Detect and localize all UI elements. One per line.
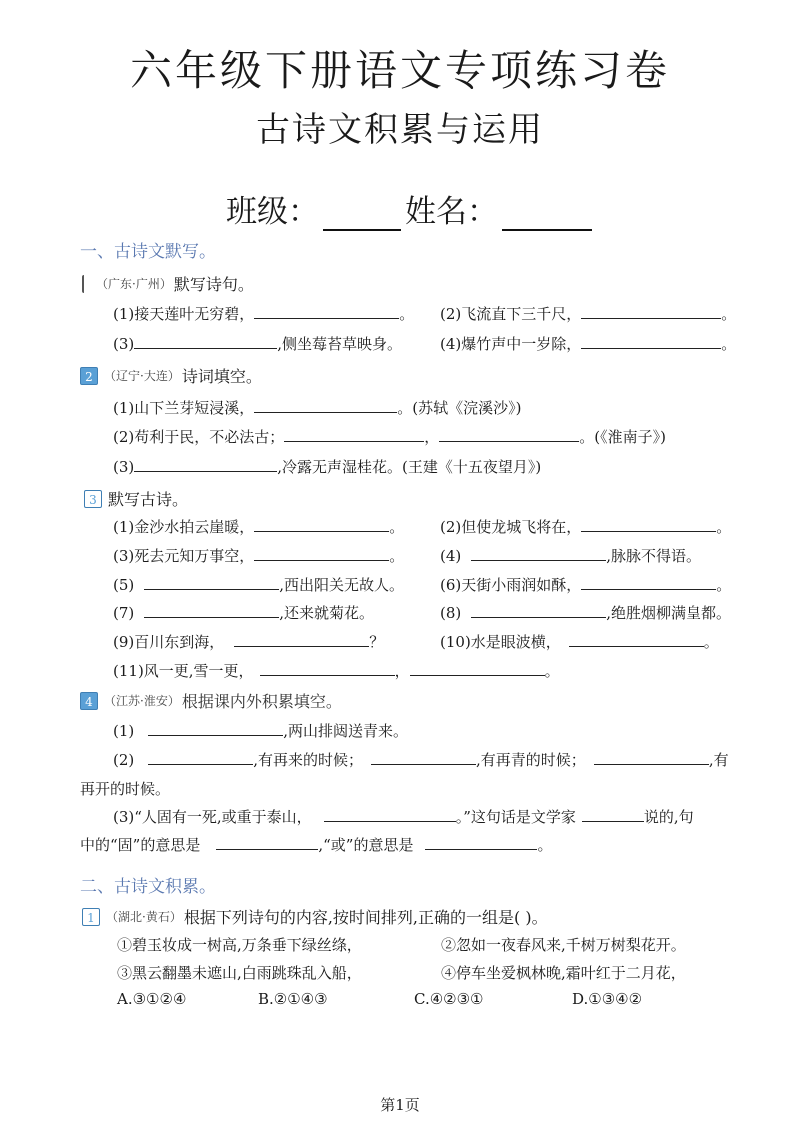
question-source: （辽宁·大连） bbox=[104, 369, 180, 383]
class-label: 班级： bbox=[226, 194, 319, 230]
student-info bbox=[226, 186, 596, 231]
answer-blank[interactable] bbox=[324, 807, 456, 822]
q4-item-2-wrap: 再开的时候。 bbox=[80, 780, 171, 798]
answer-blank[interactable] bbox=[260, 661, 395, 676]
question-source: （湖北·黄石） bbox=[106, 910, 182, 924]
option-c[interactable]: C.④②③① bbox=[414, 990, 484, 1008]
option-b[interactable]: B.②①④③ bbox=[258, 990, 328, 1008]
answer-blank[interactable] bbox=[134, 334, 277, 349]
page-subtitle: 古诗文积累与运用 bbox=[256, 110, 544, 150]
answer-blank[interactable] bbox=[581, 334, 721, 349]
q3-item-4: (4) ,脉脉不得语。 bbox=[440, 547, 702, 565]
q4-item-3: (3)“人固有一死,或重于泰山， 。”这句话是文学家 说的,句 bbox=[113, 808, 694, 826]
answer-blank[interactable] bbox=[254, 517, 389, 532]
answer-blank[interactable] bbox=[471, 603, 606, 618]
answer-blank[interactable] bbox=[148, 750, 253, 765]
question-1-header bbox=[82, 272, 254, 295]
q1-item-1: (1)接天莲叶无穷碧， 。 bbox=[113, 305, 415, 323]
poem-line-1: ①碧玉妆成一树高,万条垂下绿丝绦， bbox=[117, 936, 362, 954]
q2-item-2: (2)苟利于民，不必法古； ， 。(《淮南子》) bbox=[113, 428, 666, 446]
q3-item-8: (8) ,绝胜烟柳满皇都。 bbox=[440, 604, 732, 622]
q3-item-5: (5) ,西出阳关无故人。 bbox=[113, 576, 405, 594]
answer-blank[interactable] bbox=[581, 517, 716, 532]
q3-item-11: (11)风一更,雪一更， ， 。 bbox=[113, 662, 560, 680]
question-4-header bbox=[80, 689, 342, 712]
question-number-icon: 2 bbox=[80, 367, 98, 385]
poem-line-2: ②忽如一夜春风来,千树万树梨花开。 bbox=[441, 936, 686, 954]
answer-blank[interactable] bbox=[425, 835, 537, 850]
answer-blank[interactable] bbox=[284, 427, 424, 442]
question-number-icon: 1 bbox=[82, 908, 100, 926]
page-title: 六年级下册语文专项练习卷 bbox=[129, 46, 670, 95]
q1-item-2: (2)飞流直下三千尺， 。 bbox=[440, 305, 737, 323]
question-number-icon bbox=[82, 275, 90, 293]
question-source: （江苏·淮安） bbox=[104, 694, 180, 708]
question-5-header bbox=[82, 905, 548, 928]
name-field[interactable] bbox=[502, 201, 592, 231]
answer-blank[interactable] bbox=[569, 632, 704, 647]
answer-blank[interactable] bbox=[254, 304, 399, 319]
q4-item-3-wrap: 中的“固”的意思是 ,“或”的意思是 。 bbox=[80, 836, 553, 854]
answer-blank[interactable] bbox=[582, 807, 644, 822]
q3-item-9: (9)百川东到海， ？ bbox=[113, 633, 385, 651]
option-d[interactable]: D.①③④② bbox=[572, 990, 643, 1008]
question-3-header bbox=[84, 487, 188, 510]
q3-item-3: (3)死去元知万事空， 。 bbox=[113, 547, 405, 565]
poem-line-3: ③黑云翻墨未遮山,白雨跳珠乱入船， bbox=[117, 964, 362, 982]
question-2-header bbox=[80, 364, 262, 387]
question-number-icon: 3 bbox=[84, 490, 102, 508]
answer-blank[interactable] bbox=[234, 632, 369, 647]
section-heading-1: 一、古诗文默写。 bbox=[80, 242, 216, 262]
answer-blank[interactable] bbox=[134, 457, 277, 472]
question-prompt: 默写古诗。 bbox=[108, 490, 189, 509]
answer-blank[interactable] bbox=[471, 546, 606, 561]
answer-blank[interactable] bbox=[144, 603, 279, 618]
question-source: （广东·广州） bbox=[96, 277, 172, 291]
section-heading-2: 二、古诗文积累。 bbox=[80, 877, 216, 897]
page-number: 第1页 bbox=[380, 1096, 420, 1114]
q2-item-1: (1)山下兰芽短浸溪， 。(苏轼《浣溪沙》) bbox=[113, 399, 522, 417]
q4-item-1: (1) ,两山排闼送青来。 bbox=[113, 722, 409, 740]
question-prompt: 诗词填空。 bbox=[181, 367, 262, 386]
answer-blank[interactable] bbox=[371, 750, 476, 765]
q1-item-4: (4)爆竹声中一岁除， 。 bbox=[440, 335, 737, 353]
q3-item-10: (10)水是眼波横， 。 bbox=[440, 633, 719, 651]
q3-item-7: (7) ,还来就菊花。 bbox=[113, 604, 375, 622]
q3-item-2: (2)但使龙城飞将在， 。 bbox=[440, 518, 732, 536]
answer-blank[interactable] bbox=[594, 750, 709, 765]
answer-blank[interactable] bbox=[148, 721, 283, 736]
q3-item-6: (6)天街小雨润如酥， 。 bbox=[440, 576, 732, 594]
answer-blank[interactable] bbox=[254, 398, 397, 413]
name-label: 姓名： bbox=[405, 194, 498, 230]
question-number-icon: 4 bbox=[80, 692, 98, 710]
q4-item-2: (2) ,有再来的时候； ,有再青的时候； ,有 bbox=[113, 751, 729, 769]
poem-line-4: ④停车坐爱枫林晚,霜叶红于二月花， bbox=[441, 964, 686, 982]
answer-blank[interactable] bbox=[144, 575, 279, 590]
answer-blank[interactable] bbox=[581, 575, 716, 590]
answer-blank[interactable] bbox=[581, 304, 721, 319]
q2-item-3: (3) ,冷露无声湿桂花。(王建《十五夜望月》) bbox=[113, 458, 542, 476]
q3-item-1: (1)金沙水拍云崖暖， 。 bbox=[113, 518, 405, 536]
class-field[interactable] bbox=[323, 201, 401, 231]
option-a[interactable]: A.③①②④ bbox=[117, 990, 187, 1008]
answer-blank[interactable] bbox=[439, 427, 579, 442]
answer-blank[interactable] bbox=[410, 661, 545, 676]
answer-blank[interactable] bbox=[216, 835, 318, 850]
question-prompt: 根据下列诗句的内容,按时间排列,正确的一组是( )。 bbox=[183, 908, 548, 927]
question-prompt: 根据课内外积累填空。 bbox=[181, 692, 342, 711]
question-prompt: 默写诗句。 bbox=[173, 275, 254, 294]
answer-blank[interactable] bbox=[254, 546, 389, 561]
q1-item-3: (3) ,侧坐莓苔草映身。 bbox=[113, 335, 403, 353]
